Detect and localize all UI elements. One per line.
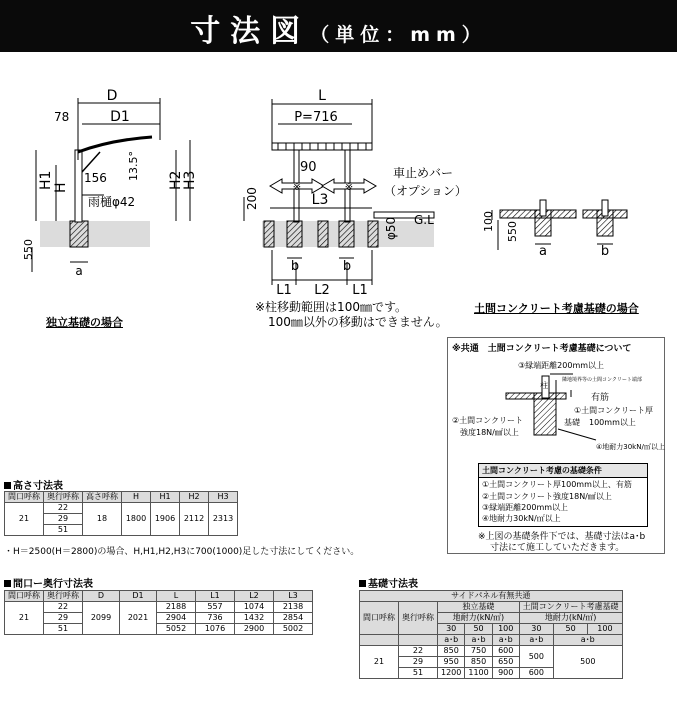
th-100: 100 <box>588 624 622 635</box>
label-thickness-2: 100mm以上 <box>589 418 636 427</box>
cell-h1: 1906 <box>151 503 180 536</box>
th-100: 100 <box>492 624 519 635</box>
width-table-title-text: 間口ー奥行寸法表 <box>13 579 93 590</box>
label-strength-2: 強度18N/㎟以上 <box>460 428 519 437</box>
table-row <box>5 503 238 514</box>
label-edge-distance: ③縁端距離200mm以上 <box>518 361 605 370</box>
slab-foundation-diagram <box>482 200 627 259</box>
conditions-box <box>478 463 648 527</box>
th-l: L <box>157 591 196 602</box>
common-footnote-1: ※上図の基礎条件下では、基礎寸法はa･b <box>478 532 646 542</box>
table-row <box>5 624 313 635</box>
th-30: 30 <box>438 624 465 635</box>
th-bearing-1: 地耐力(kN/㎡) <box>438 613 520 624</box>
cell-l3: 2854 <box>274 613 313 624</box>
th-50: 50 <box>554 624 588 635</box>
cell-l1: 557 <box>196 602 235 613</box>
label-156: 156 <box>84 171 107 185</box>
post-right <box>602 200 608 216</box>
th-height-code: 高さ呼称 <box>83 492 122 503</box>
title-main: 寸法図 <box>190 14 311 49</box>
foundation-table-title-text: 基礎寸法表 <box>368 579 418 590</box>
label-strength-1: ②土間コンクリート <box>452 416 524 425</box>
height-table-title <box>4 477 63 492</box>
th-30: 30 <box>519 624 553 635</box>
note-move-range-2: 100㎜以外の移動はできません。 <box>268 315 448 329</box>
label-100: 100 <box>482 211 495 232</box>
cell-l1: 1076 <box>196 624 235 635</box>
cell-d: 2099 <box>83 602 120 635</box>
foundation-left <box>287 221 302 247</box>
label-mark-2: ※ <box>344 182 354 193</box>
cell-depth: 22 <box>44 602 83 613</box>
pile-mid <box>318 221 328 247</box>
note-move-range-1: ※柱移動範囲は100㎜です。 <box>255 300 407 314</box>
ground-band <box>40 221 150 247</box>
cell-height-code: 18 <box>83 503 122 536</box>
cell-frontage: 21 <box>360 646 399 679</box>
label-550: 550 <box>506 221 519 242</box>
pile-left <box>264 221 274 247</box>
label-stopper-1: 車止めバー <box>393 166 454 180</box>
th-ab: a･b <box>519 635 553 646</box>
label-base: 基礎 <box>564 418 580 427</box>
title-unit: （単位：mm） <box>310 24 487 46</box>
th-h3: H3 <box>209 492 238 503</box>
cell-slab-30-last: 600 <box>519 668 553 679</box>
cell-v50: 850 <box>465 657 492 668</box>
caption-slab: 土間コンクリート考慮基礎の場合 <box>474 302 639 315</box>
cell-v100: 600 <box>492 646 519 657</box>
th-l1: L1 <box>196 591 235 602</box>
post-left <box>540 200 546 216</box>
roof-beam <box>82 152 100 172</box>
cell-l2: 2900 <box>235 624 274 635</box>
label-post: 柱 <box>540 381 548 390</box>
label-b-left: b <box>290 259 300 274</box>
th-l3: L3 <box>274 591 313 602</box>
cell-frontage: 21 <box>5 503 44 536</box>
cell-h2: 2112 <box>180 503 209 536</box>
common-foundation-box <box>447 337 665 554</box>
cell-frontage: 21 <box>5 602 44 635</box>
condition-2: ②土間コンクリート強度18N/㎟以上 <box>482 492 612 501</box>
height-table-title-text: 高さ寸法表 <box>13 481 63 492</box>
width-table <box>4 590 313 635</box>
th-ab: a･b <box>465 635 492 646</box>
cell-depth: 51 <box>44 525 83 536</box>
label-thickness-1: ①土間コンクリート厚 <box>574 406 654 415</box>
label-78: 78 <box>54 110 70 124</box>
label-gl: G.L <box>414 213 434 227</box>
th-frontage: 間口呼称 <box>360 602 399 635</box>
label-phi50: φ50 <box>384 216 398 240</box>
width-table-title <box>4 575 93 590</box>
height-table <box>4 491 238 536</box>
label-l1-right: L1 <box>352 283 368 298</box>
label-angle: 13.5° <box>127 151 140 181</box>
th-d: D <box>83 591 120 602</box>
cell-h: 1800 <box>122 503 151 536</box>
cell-v30: 950 <box>438 657 465 668</box>
cell-depth: 22 <box>399 646 438 657</box>
cell-v50: 1100 <box>465 668 492 679</box>
cell-v100: 650 <box>492 657 519 668</box>
cell-d1: 2021 <box>120 602 157 635</box>
cell-l: 2904 <box>157 613 196 624</box>
page-title <box>0 6 677 50</box>
label-mark-1: ※ <box>292 182 302 193</box>
foundation-table-title <box>359 575 418 590</box>
cell-depth: 51 <box>399 668 438 679</box>
cell-depth: 51 <box>44 624 83 635</box>
th-frontage: 間口呼称 <box>5 492 44 503</box>
cell-h3: 2313 <box>209 503 238 536</box>
cell-depth: 29 <box>399 657 438 668</box>
front-view-diagram <box>244 88 467 298</box>
common-box-title: ※共通 土間コンクリート考慮基礎について <box>452 344 632 354</box>
cell-l2: 1432 <box>235 613 274 624</box>
cell-slab-30: 500 <box>519 646 553 668</box>
cell-v30: 850 <box>438 646 465 657</box>
side-view-diagram <box>22 88 198 278</box>
th-ab: a･b <box>554 635 623 646</box>
label-a: a <box>75 264 83 278</box>
th-ab: a･b <box>492 635 519 646</box>
label-h2: H2 <box>168 170 184 190</box>
th-h1: H1 <box>151 492 180 503</box>
condition-1: ①土間コンクリート厚100mm以上、有筋 <box>482 480 632 489</box>
label-h: H <box>53 182 69 193</box>
th-depth: 奥行呼称 <box>44 492 83 503</box>
cell-depth: 29 <box>44 613 83 624</box>
th-bearing-2: 地耐力(kN/㎡) <box>519 613 622 624</box>
th-ab: a･b <box>438 635 465 646</box>
condition-4: ④地耐力30kN/㎡以上 <box>482 514 561 523</box>
th-independent: 独立基礎 <box>438 602 520 613</box>
roof-top <box>272 143 372 150</box>
cell-v30: 1200 <box>438 668 465 679</box>
common-footnote-2: 寸法にて施工していただきます。 <box>490 543 625 553</box>
cell-v100: 900 <box>492 668 519 679</box>
label-b: b <box>600 244 610 259</box>
label-b-right: b <box>342 259 352 274</box>
th-h: H <box>122 492 151 503</box>
th-common: サイドパネル有無共通 <box>360 591 623 602</box>
cell-depth: 22 <box>44 503 83 514</box>
label-d: D <box>106 88 118 104</box>
foundation-right <box>339 221 354 247</box>
label-550: 550 <box>22 239 35 260</box>
th-l2: L2 <box>235 591 274 602</box>
foundation-block <box>70 221 88 247</box>
label-stopper-2: （オプション） <box>384 184 467 198</box>
th-h2: H2 <box>180 492 209 503</box>
cell-depth: 29 <box>44 514 83 525</box>
label-l1-left: L1 <box>276 283 292 298</box>
post <box>75 150 82 222</box>
table-row <box>360 646 623 657</box>
th-slab: 土間コンクリート考慮基礎 <box>519 602 622 613</box>
th-d1: D1 <box>120 591 157 602</box>
label-200: 200 <box>245 187 259 210</box>
cell-l2: 1074 <box>235 602 274 613</box>
label-bearing: ④地耐力30kN/㎡以上 <box>596 443 665 451</box>
cell-l3: 5002 <box>274 624 313 635</box>
cell-l3: 2138 <box>274 602 313 613</box>
cell-l1: 736 <box>196 613 235 624</box>
label-l: L <box>318 88 326 104</box>
foundation-table <box>359 590 623 679</box>
label-plate: 隣地境界等の土間コンクリート端部 <box>562 377 642 383</box>
label-h3: H3 <box>182 170 198 190</box>
height-note: ・H＝2500(H＝2800)の場合、H,H1,H2,H3に700(1000)足した寸法にしてください。 <box>4 547 360 557</box>
cell-slab-50-100: 500 <box>554 646 623 679</box>
cell-l: 2188 <box>157 602 196 613</box>
table-row <box>5 613 313 624</box>
conditions-title: 土間コンクリート考慮の基礎条件 <box>479 464 647 478</box>
label-l2: L2 <box>314 283 330 298</box>
th-depth: 奥行呼称 <box>399 602 438 635</box>
label-d1: D1 <box>110 109 130 125</box>
label-rebar: 有筋 <box>591 393 610 403</box>
th-frontage: 間口呼称 <box>5 591 44 602</box>
cell-v50: 750 <box>465 646 492 657</box>
label-p: P=716 <box>294 110 338 125</box>
pile-right <box>368 221 378 247</box>
label-90: 90 <box>300 160 317 175</box>
label-gutter: 雨樋φ42 <box>88 195 136 209</box>
roof-arc <box>78 137 152 152</box>
caption-independent: 独立基礎の場合 <box>46 316 123 329</box>
label-h1: H1 <box>38 170 54 190</box>
condition-3: ③縁端距離200mm以上 <box>482 503 569 512</box>
cell-l: 5052 <box>157 624 196 635</box>
th-50: 50 <box>465 624 492 635</box>
label-a: a <box>539 244 547 259</box>
label-l3: L3 <box>311 192 329 208</box>
table-row <box>5 602 313 613</box>
th-depth: 奥行呼称 <box>44 591 83 602</box>
